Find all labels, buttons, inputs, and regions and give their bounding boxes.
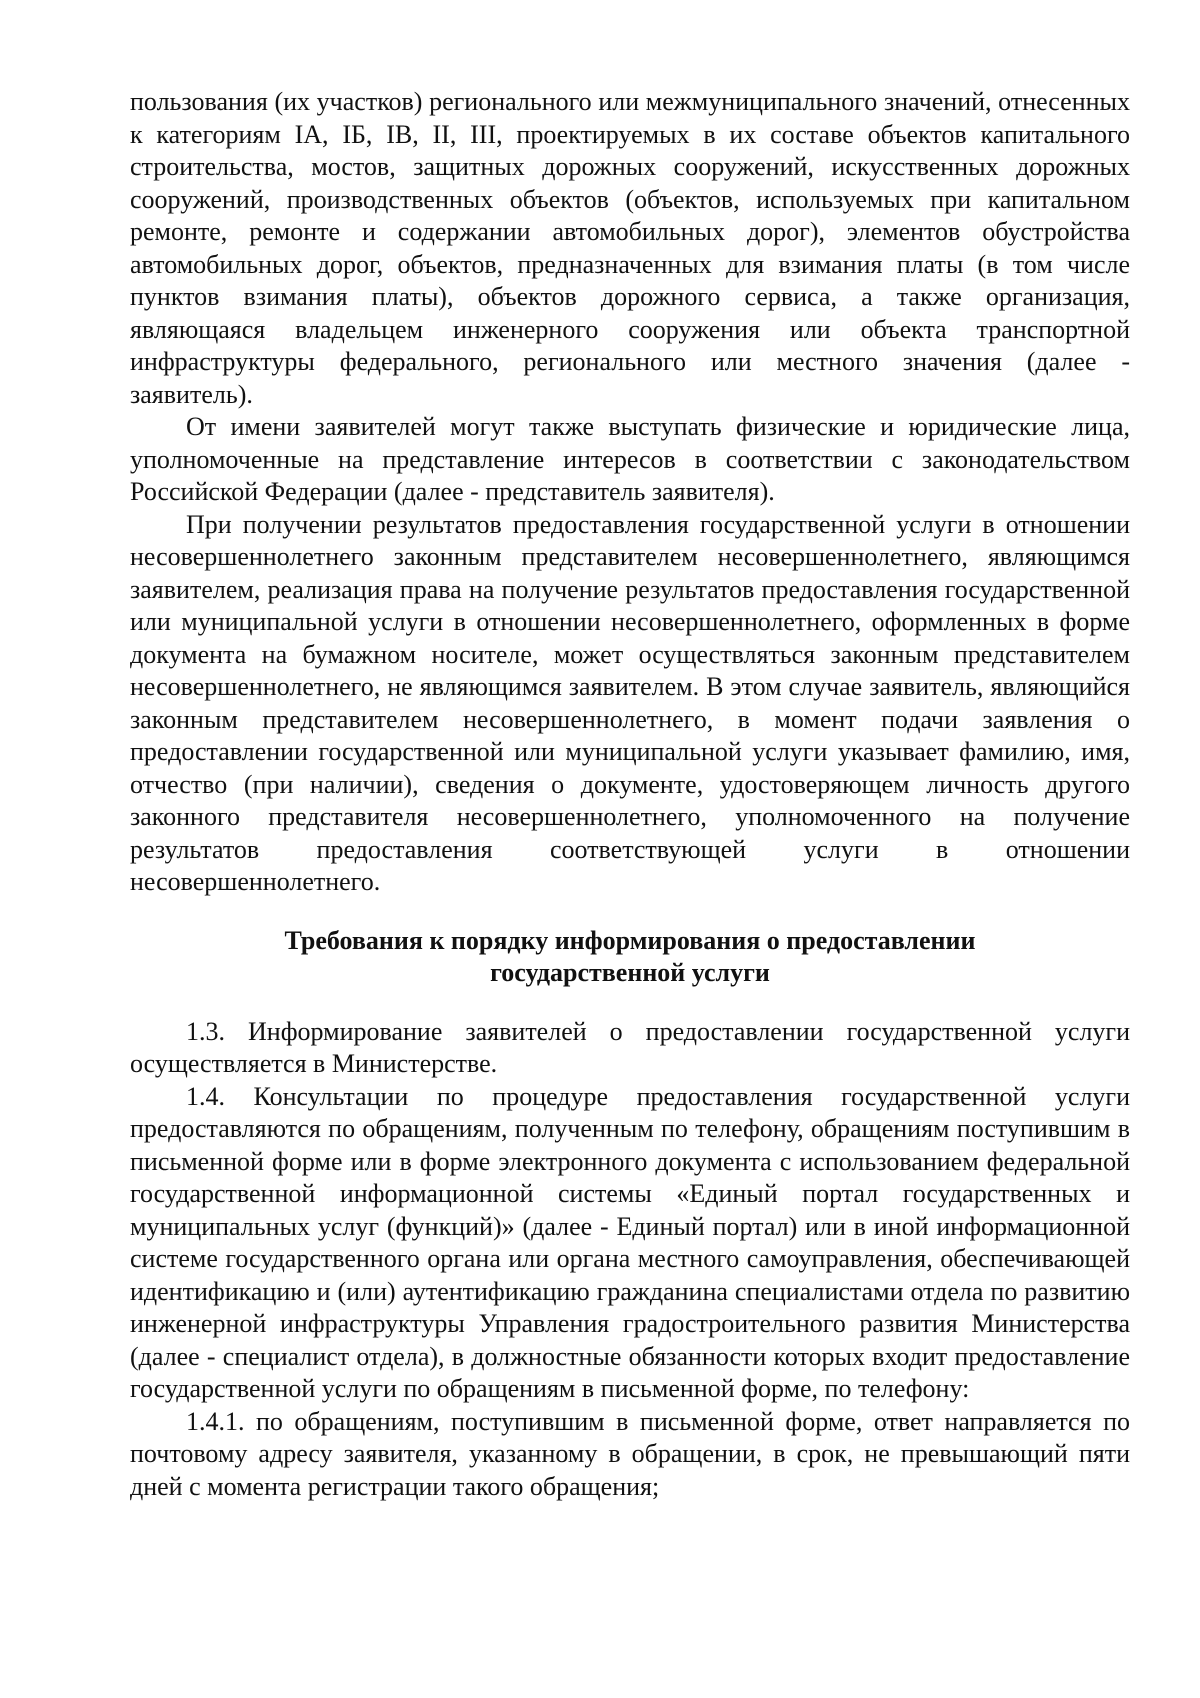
paragraph-minor-representation: При получении результатов предоставления государственной услуги в отношении несовершеннолетнего законным представителем несовершеннолетнего, являющимся заявителем, реализация права на получение результатов предоставления государственной или муниципальной услуги в отношении несовершеннолетнего, оформленных в форме документа на бумажном носителе, может осуществляться законным представителем несовершеннолетнего, не являющимся заявителем. В этом случае заявитель, являющийся законным представителем несовершеннолетнего, в момент подачи заявления о предоставлении государственной или муниципальной услуги указывает фамилию, имя, отчество (при наличии), сведения о документе, удостоверяющем личность другого законного представителя несовершеннолетнего, уполномоченного на получение результатов предоставления соответствующей услуги в отношении несовершеннолетнего. — [130, 509, 1130, 896]
section-heading-line-1: Требования к порядку информирования о предоставлении — [284, 925, 976, 955]
paragraph-1-4-1: 1.4.1. по обращениям, поступившим в письменной форме, ответ направляется по почтовому адресу заявителя, указанному в обращении, в срок, не превышающий пяти дней с момента регистрации такого обращения; — [130, 1406, 1130, 1501]
section-heading — [130, 925, 1130, 990]
paragraph-1-3: 1.3. Информирование заявителей о предоставлении государственной услуги осуществляется в Министерстве. — [130, 1016, 1130, 1078]
paragraph-representatives: От имени заявителей могут также выступать физические и юридические лица, уполномоченные на представление интересов в соответствии с законодательством Российской Федерации (далее - представитель заявителя). — [130, 412, 1130, 506]
document-body — [130, 86, 1130, 1503]
paragraph-1-4: 1.4. Консультации по процедуре предоставления государственной услуги предоставляются по обращениям, полученным по телефону, обращениям поступившим в письменной форме или в форме электронного документа с использованием федеральной государственной информационной системы «Единый портал государственных и муниципальных услуг (функций)» (далее - Единый портал) или в иной информационной системе государственного органа или органа местного самоуправления, обеспечивающей идентификацию и (или) аутентификацию гражданина специалистами отдела по развитию инженерной инфраструктуры Управления градостроительного развития Министерства (далее - специалист отдела), в должностные обязанности которых входит предоставление государственной услуги по обращениям в письменной форме, по телефону: — [130, 1081, 1130, 1403]
paragraph-applicant-definition: пользования (их участков) регионального или межмуниципального значений, отнесенных к категориям IA, IБ, IB, II, III, проектируемых в их составе объектов капитального строительства, мостов, защитных дорожных сооружений, искусственных дорожных сооружений, производственных объектов (объектов, используемых при капитальном ремонте, ремонте и содержании автомобильных дорог), элементов обустройства автомобильных дорог, объектов, предназначенных для взимания платы (в том числе пунктов взимания платы), объектов дорожного сервиса, а также организация, являющаяся владельцем инженерного сооружения или объекта транспортной инфраструктуры федерального, регионального или местного значения (далее - заявитель). — [130, 87, 1130, 409]
section-heading-line-2: государственной услуги — [490, 958, 770, 987]
